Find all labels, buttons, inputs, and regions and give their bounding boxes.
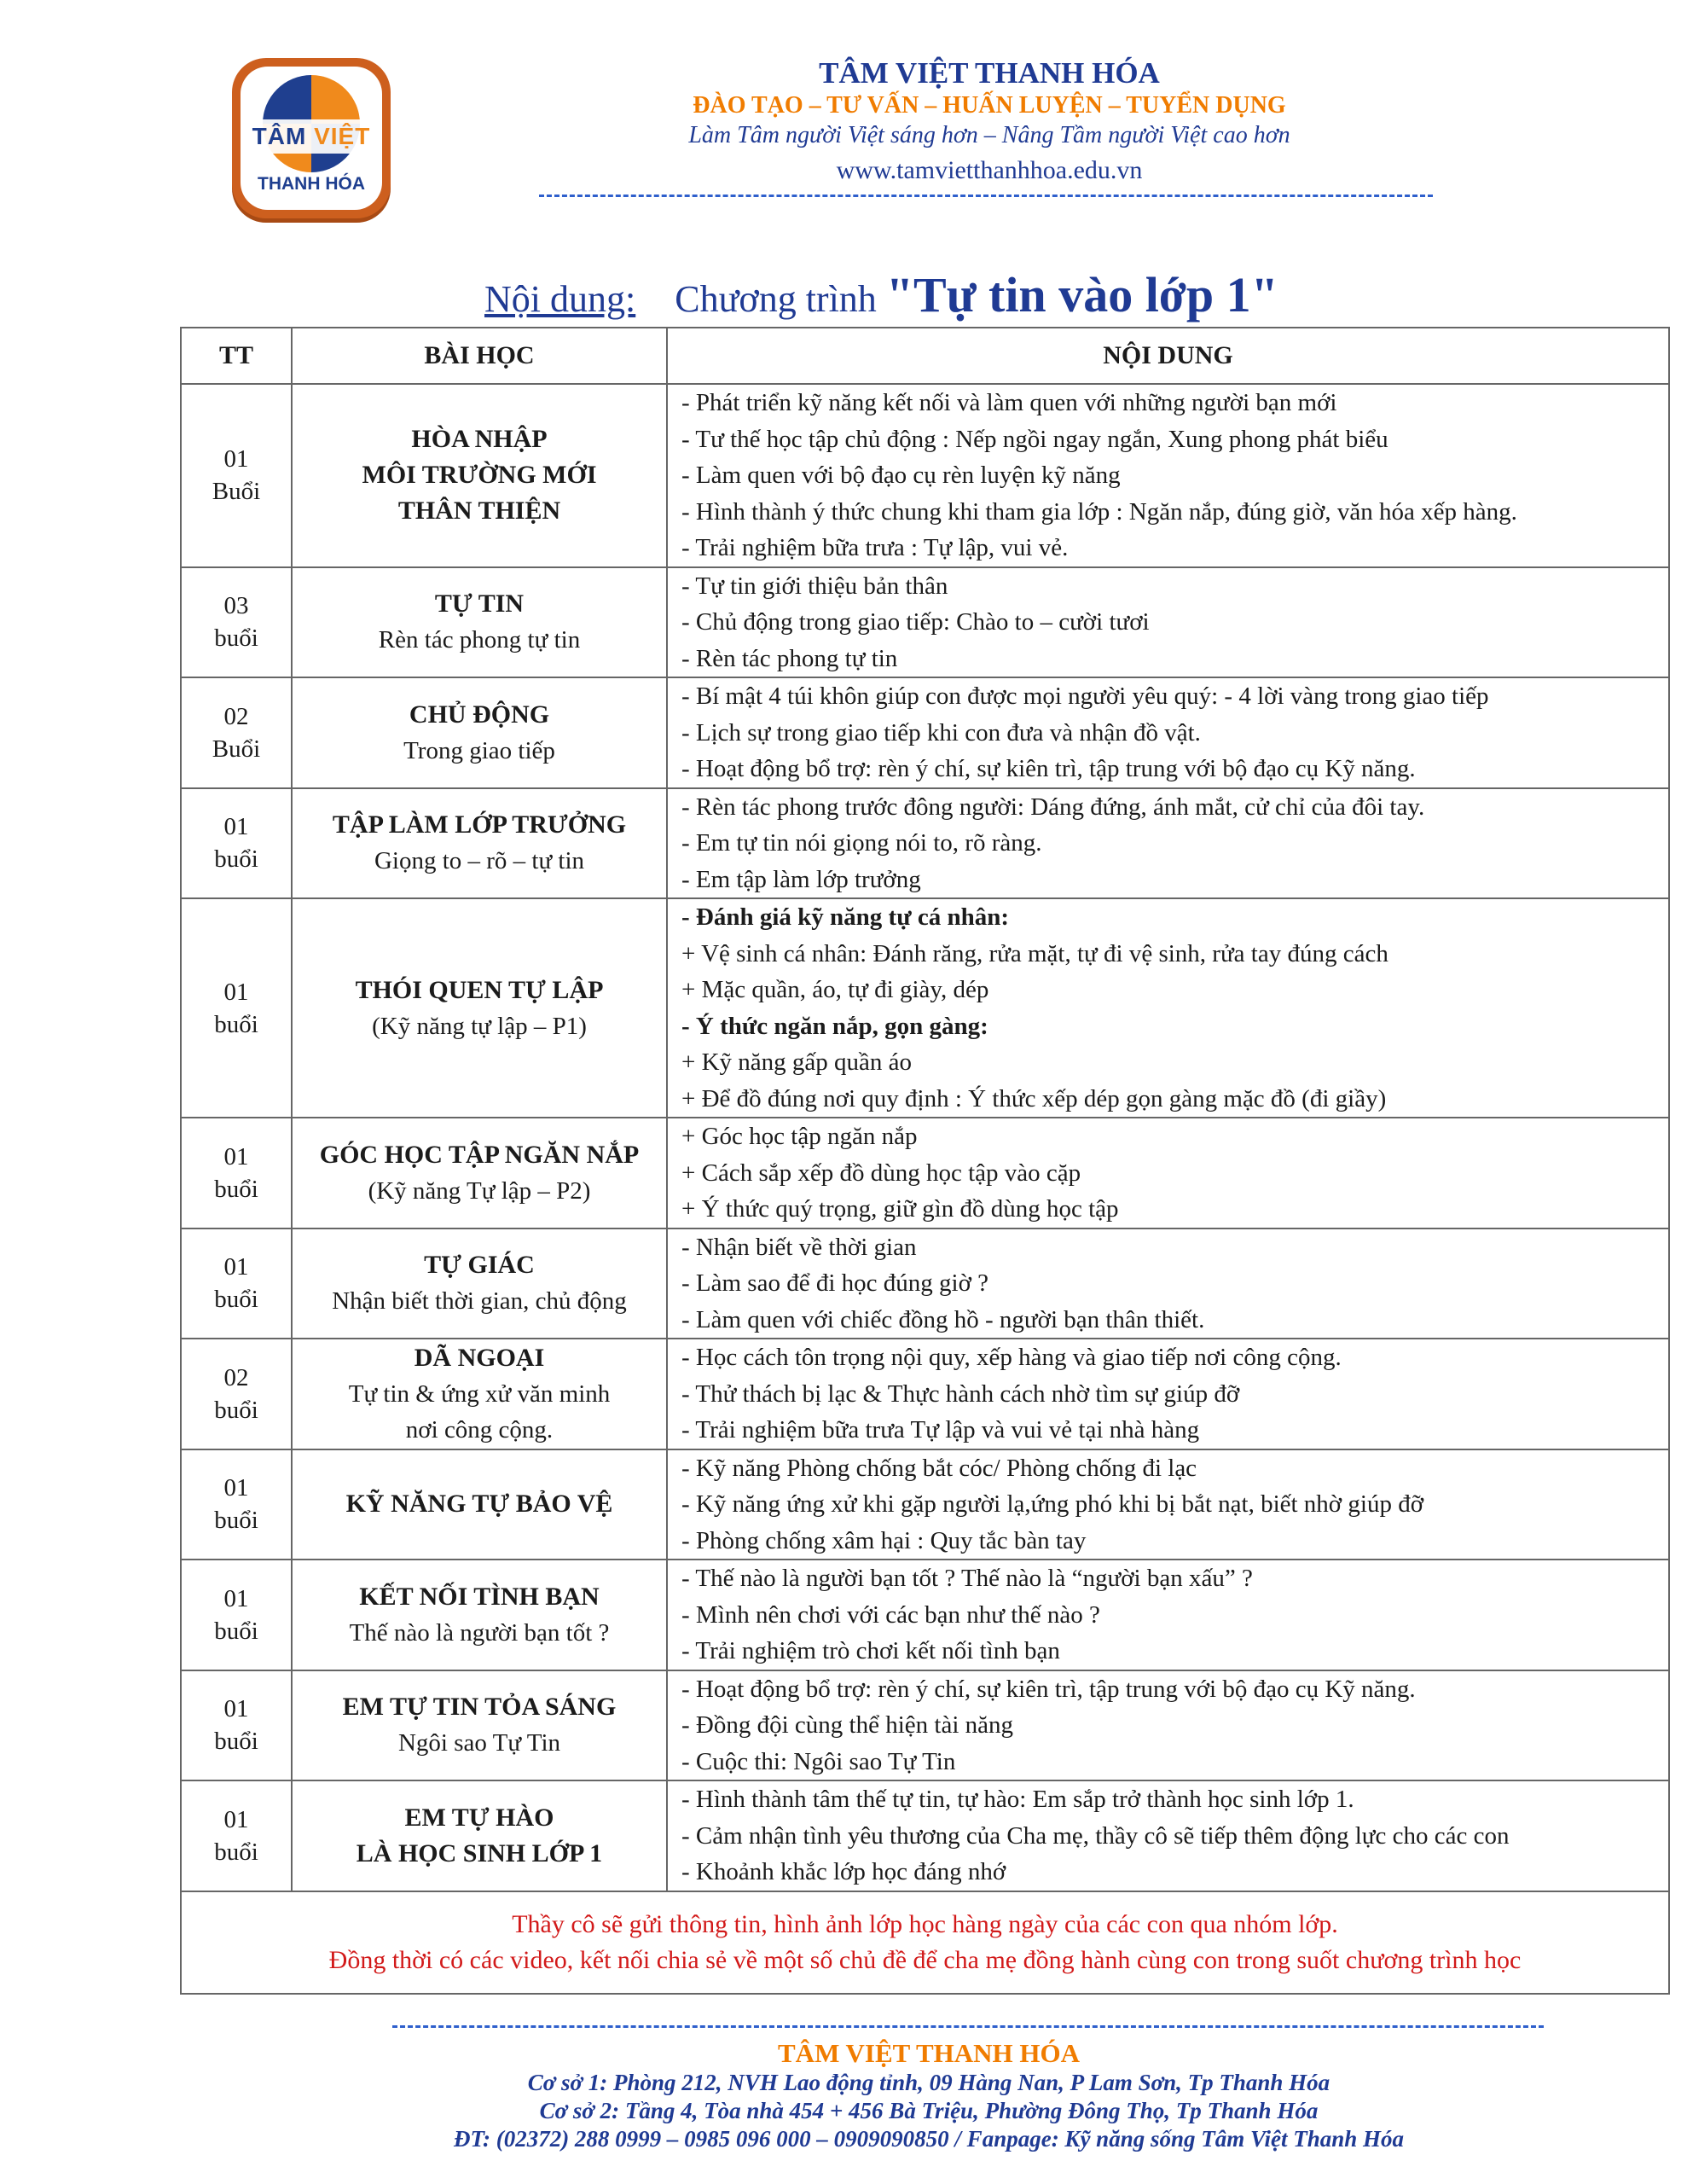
cell-content [667, 898, 1669, 1118]
content-line: - Đồng đội cùng thể hiện tài năng [681, 1711, 1013, 1739]
lesson-line: Nhận biết thời gian, chủ động [332, 1287, 627, 1316]
cell-tt [181, 1560, 292, 1670]
content-line: - Cảm nhận tình yêu thương của Cha mẹ, thầy cô sẽ tiếp thêm động lực cho các con [681, 1821, 1510, 1850]
note-line: Đồng thời có các video, kết nối chia sẻ về một số chủ đề để cha mẹ đồng hành cùng con trong suốt chương trình học [328, 1945, 1522, 1974]
content-line: + Vệ sinh cá nhân: Đánh răng, rửa mặt, tự đi vệ sinh, rửa tay đúng cách [681, 939, 1388, 967]
cell-tt [181, 1228, 292, 1339]
tt-line: buổi [214, 1010, 258, 1038]
table-row [181, 788, 1669, 899]
content-line: - Phát triển kỹ năng kết nối và làm quen với những người bạn mới [681, 389, 1337, 416]
cell-content [667, 1780, 1669, 1891]
tt-line: buổi [214, 1175, 258, 1203]
content-line: - Trải nghiệm trò chơi kết nối tình bạn [681, 1637, 1060, 1664]
lesson-line: nơi công cộng. [405, 1415, 554, 1443]
cell-lesson [292, 677, 667, 788]
tt-line: buổi [214, 1728, 258, 1756]
content-line: - Thế nào là người bạn tốt ? Thế nào là “người bạn xấu” ? [681, 1565, 1253, 1592]
content-line: - Bí mật 4 túi khôn giúp con được mọi người yêu quý: - 4 lời vàng trong giao tiếp [681, 682, 1489, 710]
content-line: - Em tập làm lớp trưởng [681, 865, 921, 893]
table-row [181, 1339, 1669, 1449]
lesson-line: (Kỹ năng Tự lập – P2) [368, 1176, 591, 1205]
lesson-line: Tự tin & ứng xử văn minh [348, 1380, 611, 1408]
tt-line: 01 [223, 813, 249, 841]
program-table [180, 327, 1670, 1995]
content-line: - Rèn tác phong trước đông người: Dáng đứng, ánh mắt, cử chỉ của đôi tay. [681, 793, 1425, 821]
lesson-line: Trong giao tiếp [403, 736, 555, 764]
logo-text-bottom: THANH HÓA [258, 174, 365, 194]
cell-lesson [292, 1118, 667, 1228]
table-row [181, 677, 1669, 788]
footer-divider [392, 2025, 1544, 2028]
cell-tt [181, 1670, 292, 1781]
title-program-name: "Tự tin vào lớp 1" [885, 267, 1278, 322]
lesson-line: GÓC HỌC TẬP NGĂN NẮP [319, 1140, 640, 1169]
content-line: - Em tự tin nói giọng nói to, rõ ràng. [681, 829, 1042, 857]
cell-content [667, 1118, 1669, 1228]
cell-content [667, 677, 1669, 788]
cell-tt [181, 1118, 292, 1228]
content-line: - Tự tin giới thiệu bản thân [681, 572, 948, 600]
content-line: - Hình thành ý thức chung khi tham gia lớp : Ngăn nắp, đúng giờ, văn hóa xếp hàng. [681, 497, 1517, 526]
cell-content [667, 1339, 1669, 1449]
title-prefix: Chương trình [675, 278, 877, 320]
content-line: - Thử thách bị lạc & Thực hành cách nhờ tìm sự giúp đỡ [681, 1380, 1240, 1408]
lesson-line: DÃ NGOẠI [414, 1343, 545, 1372]
lesson-line: Rèn tác phong tự tin [378, 626, 581, 654]
logo-word-2: VIỆT [314, 123, 371, 149]
lesson-line: Giọng to – rõ – tự tin [374, 847, 585, 875]
tt-line: buổi [214, 1617, 258, 1645]
lesson-line: TỰ GIÁC [424, 1251, 535, 1280]
content-line: - Khoảnh khắc lớp học đáng nhớ [681, 1858, 1006, 1885]
content-line: - Làm quen với chiếc đồng hồ - người bạn thân thiết. [681, 1305, 1205, 1333]
header-lesson: BÀI HỌC [292, 328, 667, 384]
tt-line: 02 [223, 702, 249, 730]
logo-word-1: TÂM [252, 123, 307, 149]
footer-org-name: TÂM VIỆT THANH HÓA [778, 2038, 1080, 2068]
cell-lesson [292, 1449, 667, 1560]
content-line: + Góc học tập ngăn nắp [681, 1123, 918, 1150]
cell-tt [181, 898, 292, 1118]
tt-line: 01 [223, 1253, 249, 1281]
cell-content [667, 384, 1669, 567]
content-line: + Ý thức quý trọng, giữ gìn đồ dùng học tập [681, 1195, 1119, 1223]
tt-line: 02 [223, 1363, 249, 1391]
org-slogan: Làm Tâm người Việt sáng hơn – Nâng Tầm người Việt cao hơn [688, 122, 1290, 148]
cell-lesson [292, 898, 667, 1118]
logo-text-top [241, 119, 382, 154]
page-title [484, 266, 1278, 323]
content-line: - Kỹ năng Phòng chống bắt cóc/ Phòng chống đi lạc [681, 1454, 1197, 1482]
table-row [181, 1560, 1669, 1670]
table-row [181, 1228, 1669, 1339]
lesson-line: THÓI QUEN TỰ LẬP [355, 975, 604, 1004]
content-line: - Hoạt động bổ trợ: rèn ý chí, sự kiên trì, tập trung với bộ đạo cụ Kỹ năng. [681, 1675, 1416, 1703]
title-lead: Nội dung: [484, 278, 636, 320]
cell-tt [181, 1449, 292, 1560]
lesson-line: Thế nào là người bạn tốt ? [349, 1618, 610, 1647]
cell-content [667, 788, 1669, 899]
content-line: - Trải nghiệm bữa trưa Tự lập và vui vẻ tại nhà hàng [681, 1416, 1200, 1443]
parent-note [181, 1891, 1669, 1994]
tt-line: buổi [214, 1396, 258, 1424]
tt-line: 01 [223, 978, 249, 1006]
table-row [181, 1449, 1669, 1560]
tt-line: 03 [223, 592, 249, 620]
cell-lesson [292, 1670, 667, 1781]
content-line: + Mặc quần, áo, tự đi giày, dép [681, 976, 989, 1003]
note-line: Thầy cô sẽ gửi thông tin, hình ảnh lớp học hàng ngày của các con qua nhóm lớp. [512, 1909, 1338, 1938]
lesson-line: EM TỰ HÀO [404, 1803, 554, 1832]
content-line: - Cuộc thi: Ngôi sao Tự Tin [681, 1747, 956, 1775]
table-row [181, 1118, 1669, 1228]
cell-lesson [292, 1339, 667, 1449]
table-row [181, 567, 1669, 678]
lesson-line: EM TỰ TIN TỎA SÁNG [342, 1693, 617, 1722]
content-line: + Kỹ năng gấp quần áo [681, 1048, 913, 1076]
lesson-line: KỸ NĂNG TỰ BẢO VỆ [345, 1490, 613, 1519]
lesson-line: LÀ HỌC SINH LỚP 1 [356, 1838, 603, 1867]
tt-line: 01 [223, 1695, 249, 1723]
lesson-line: TẬP LÀM LỚP TRƯỞNG [332, 810, 627, 839]
tt-line: 01 [223, 1805, 249, 1833]
lesson-line: MÔI TRƯỜNG MỚI [362, 461, 597, 490]
cell-lesson [292, 384, 667, 567]
content-line: - Phòng chống xâm hại : Quy tắc bàn tay [681, 1526, 1087, 1554]
lesson-line: THÂN THIỆN [397, 497, 561, 526]
note-row [181, 1891, 1669, 1994]
content-line: - Nhận biết về thời gian [681, 1233, 917, 1261]
cell-lesson [292, 1780, 667, 1891]
table-header-row [181, 328, 1669, 384]
content-line: - Học cách tôn trọng nội quy, xếp hàng và giao tiếp nơi công cộng. [681, 1344, 1342, 1371]
content-line: - Tư thế học tập chủ động : Nếp ngồi ngay ngắn, Xung phong phát biểu [681, 425, 1388, 453]
tt-line: 01 [223, 445, 249, 473]
table-row [181, 1670, 1669, 1781]
cell-content [667, 567, 1669, 678]
table-row [181, 898, 1669, 1118]
content-line: - Làm quen với bộ đạo cụ rèn luyện kỹ năng [681, 462, 1121, 489]
org-tagline: ĐÀO TẠO – TƯ VẤN – HUẤN LUYỆN – TUYỂN DỤNG [693, 92, 1286, 119]
tt-line: 01 [223, 1142, 249, 1170]
cell-content [667, 1449, 1669, 1560]
cell-lesson [292, 567, 667, 678]
content-line: - Ý thức ngăn nắp, gọn gàng: [681, 1012, 988, 1040]
footer-address-2: Cơ sở 2: Tầng 4, Tòa nhà 454 + 456 Bà Triệu, Phường Đông Thọ, Tp Thanh Hóa [539, 2098, 1319, 2123]
tt-line: buổi [214, 1286, 258, 1314]
cell-tt [181, 788, 292, 899]
footer-address-1: Cơ sở 1: Phòng 212, NVH Lao động tỉnh, 09 Hàng Nan, P Lam Sơn, Tp Thanh Hóa [527, 2070, 1330, 2095]
org-name: TÂM VIỆT THANH HÓA [819, 56, 1160, 90]
logo [232, 58, 391, 218]
tt-line: Buổi [212, 735, 261, 763]
lesson-line: Ngôi sao Tự Tin [397, 1729, 561, 1757]
content-line: - Làm sao để đi học đúng giờ ? [681, 1269, 989, 1297]
cell-lesson [292, 1560, 667, 1670]
header-content: NỘI DUNG [667, 328, 1669, 384]
header-tt: TT [181, 328, 292, 384]
content-line: - Trải nghiệm bữa trưa : Tự lập, vui vẻ. [681, 534, 1069, 561]
content-line: - Chủ động trong giao tiếp: Chào to – cười tươi [681, 608, 1150, 636]
tt-line: 01 [223, 1584, 249, 1612]
cell-content [667, 1670, 1669, 1781]
cell-content [667, 1560, 1669, 1670]
content-line: + Cách sắp xếp đồ dùng học tập vào cặp [681, 1159, 1081, 1187]
content-line: + Để đồ đúng nơi quy định : Ý thức xếp dép gọn gàng mặc đồ (đi giầy) [681, 1084, 1387, 1112]
table-row [181, 1780, 1669, 1891]
cell-content [667, 1228, 1669, 1339]
tt-line: 01 [223, 1474, 249, 1502]
cell-tt [181, 1339, 292, 1449]
lesson-line: KẾT NỐI TÌNH BẠN [359, 1582, 600, 1611]
content-line: - Đánh giá kỹ năng tự cá nhân: [681, 903, 1010, 931]
footer-contact: ĐT: (02372) 288 0999 – 0985 096 000 – 0909090850 / Fanpage: Kỹ năng sống Tâm Việt Thanh Hóa [453, 2126, 1405, 2152]
org-website: www.tamvietthanhhoa.edu.vn [836, 156, 1143, 184]
tt-line: buổi [214, 624, 258, 653]
cell-lesson [292, 788, 667, 899]
cell-tt [181, 1780, 292, 1891]
cell-lesson [292, 1228, 667, 1339]
lesson-line: TỰ TIN [434, 590, 525, 619]
header-divider [539, 195, 1433, 197]
cell-tt [181, 384, 292, 567]
table-row [181, 384, 1669, 567]
content-line: - Hoạt động bổ trợ: rèn ý chí, sự kiên trì, tập trung với bộ đạo cụ Kỹ năng. [681, 755, 1416, 782]
content-line: - Mình nên chơi với các bạn như thế nào ? [681, 1600, 1100, 1629]
content-line: - Kỹ năng ứng xử khi gặp người lạ,ứng phó khi bị bắt nạt, biết nhờ giúp đỡ [681, 1490, 1424, 1518]
content-line: - Hình thành tâm thế tự tin, tự hào: Em sắp trở thành học sinh lớp 1. [681, 1786, 1354, 1813]
tt-line: Buổi [212, 478, 261, 506]
content-line: - Rèn tác phong tự tin [681, 644, 898, 672]
cell-tt [181, 567, 292, 678]
lesson-line: HÒA NHẬP [411, 425, 548, 454]
lesson-line: CHỦ ĐỘNG [409, 700, 550, 729]
tt-line: buổi [214, 845, 258, 874]
lesson-line: (Kỹ năng tự lập – P1) [372, 1012, 587, 1040]
tt-line: buổi [214, 1838, 258, 1866]
content-line: - Lịch sự trong giao tiếp khi con đưa và nhận đồ vật. [681, 718, 1201, 746]
cell-tt [181, 677, 292, 788]
tt-line: buổi [214, 1507, 258, 1535]
